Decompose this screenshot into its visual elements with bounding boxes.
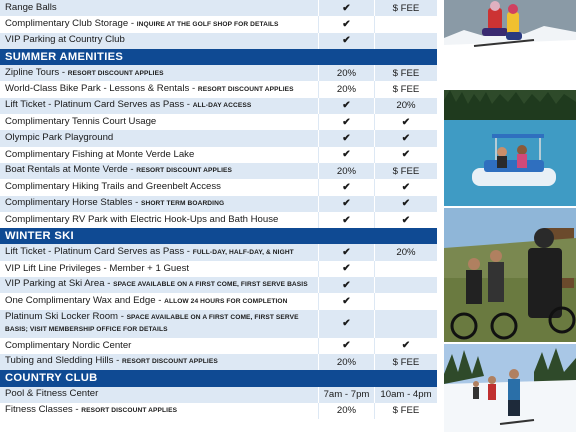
- amenity-label: VIP Parking at Ski Area -: [5, 279, 114, 290]
- platinum-value: [318, 0, 374, 16]
- platinum-value: [318, 244, 374, 260]
- amenity-name: [0, 279, 318, 291]
- amenity-name: [0, 296, 318, 308]
- table-row: [0, 147, 437, 163]
- check-icon: ✔: [342, 116, 351, 128]
- amenity-note: RESORT DISCOUNT APPLIES: [197, 85, 294, 93]
- table-row: [0, 0, 437, 16]
- amenity-note: INQUIRE AT THE GOLF SHOP FOR DETAILS: [136, 20, 279, 28]
- check-icon: ✔: [401, 198, 411, 210]
- amenity-name: [0, 215, 318, 226]
- gold-value: [374, 130, 437, 146]
- amenity-name: [0, 3, 318, 14]
- amenity-name: [0, 356, 318, 368]
- platinum-value: [318, 310, 374, 338]
- amenity-name: [0, 84, 318, 96]
- check-icon: ✔: [342, 181, 351, 193]
- amenity-label: Complimentary Fishing at Monte Verde Lake: [5, 149, 195, 160]
- amenity-name: [0, 264, 318, 275]
- photo-column: [444, 0, 576, 432]
- platinum-value: [318, 98, 374, 114]
- amenity-note: ALL-DAY ACCESS: [192, 102, 252, 110]
- fee-label: $ FEE: [392, 405, 420, 417]
- value-text: 20%: [336, 84, 357, 96]
- check-icon: ✔: [401, 133, 411, 145]
- platinum-value: [318, 163, 374, 179]
- table-row: [0, 261, 437, 277]
- gold-value: [374, 244, 437, 260]
- ski-kids-photo: [444, 0, 576, 88]
- ski-slope-photo: [444, 344, 576, 432]
- amenity-name: [0, 389, 318, 400]
- gold-value: [374, 212, 437, 228]
- gold-value: [374, 277, 437, 293]
- check-icon: ✔: [342, 263, 351, 275]
- amenity-note: SPACE AVAILABLE ON A FIRST COME, FIRST SERVE BASIS; VISIT MEMBERSHIP OFFICE FOR DETAILS: [5, 314, 299, 333]
- amenity-name: [0, 198, 318, 210]
- check-icon: ✔: [342, 35, 351, 47]
- gold-value: [374, 65, 437, 81]
- platinum-value: [318, 261, 374, 277]
- table-row: [0, 163, 437, 179]
- value-text: 20%: [396, 100, 416, 112]
- check-icon: ✔: [401, 116, 411, 128]
- platinum-value: [318, 212, 374, 228]
- amenity-name: [0, 341, 318, 352]
- gold-value: [374, 16, 437, 32]
- table-row: [0, 130, 437, 146]
- check-icon: ✔: [342, 133, 351, 145]
- check-icon: ✔: [342, 100, 351, 112]
- gold-value: [374, 114, 437, 130]
- check-icon: ✔: [342, 247, 351, 259]
- platinum-value: [318, 81, 374, 97]
- amenity-note: ALLOW 24 HOURS FOR COMPLETION: [164, 297, 288, 305]
- amenity-label: Complimentary Tennis Court Usage: [5, 116, 157, 127]
- platinum-value: [318, 16, 374, 32]
- amenity-note: RESORT DISCOUNT APPLIES: [81, 407, 178, 415]
- amenity-note: FULL-DAY, HALF-DAY, & NIGHT: [192, 248, 294, 256]
- platinum-value: [318, 65, 374, 81]
- value-text: 10am - 4pm: [380, 389, 432, 401]
- section-header-winter: WINTER SKI: [0, 228, 437, 244]
- check-icon: ✔: [342, 295, 351, 307]
- gold-value: [374, 0, 437, 16]
- gold-value: [374, 98, 437, 114]
- amenity-label: Platinum Ski Locker Room -: [5, 312, 127, 323]
- gold-value: [374, 261, 437, 277]
- table-row: [0, 65, 437, 81]
- check-icon: ✔: [342, 340, 351, 352]
- fee-label: $ FEE: [392, 2, 420, 14]
- value-text: 7am - 7pm: [323, 389, 370, 401]
- section-header-summer: SUMMER AMENITIES: [0, 49, 437, 65]
- table-row: [0, 196, 437, 212]
- gold-value: [374, 81, 437, 97]
- fee-label: $ FEE: [392, 356, 420, 368]
- platinum-value: [318, 277, 374, 293]
- amenity-label: Lift Ticket - Platinum Card Serves as Pass -: [5, 100, 193, 111]
- table-row: [0, 293, 437, 309]
- table-row: [0, 212, 437, 228]
- table-row: [0, 277, 437, 293]
- amenity-name: [0, 133, 318, 144]
- amenity-name: [0, 182, 318, 193]
- value-text: 20%: [336, 356, 357, 368]
- amenity-name: [0, 100, 318, 112]
- check-icon: ✔: [401, 149, 411, 161]
- table-row: [0, 338, 437, 354]
- check-icon: ✔: [342, 2, 351, 14]
- amenity-label: Complimentary Nordic Center: [5, 340, 132, 351]
- amenity-name: [0, 405, 318, 417]
- amenity-label: Complimentary Hiking Trails and Greenbelt Access: [5, 182, 221, 193]
- gold-value: [374, 179, 437, 195]
- table-row: [0, 179, 437, 195]
- check-icon: ✔: [401, 214, 411, 226]
- amenity-label: VIP Parking at Country Club: [5, 35, 125, 46]
- value-text: 20%: [396, 247, 416, 259]
- amenity-name: [0, 68, 318, 80]
- amenity-label: Tubing and Sledding Hills -: [5, 356, 122, 367]
- amenity-note: RESORT DISCOUNT APPLIES: [121, 358, 218, 366]
- gold-value: [374, 387, 437, 403]
- amenity-name: [0, 35, 318, 46]
- check-icon: ✔: [342, 318, 351, 330]
- amenity-label: Range Balls: [5, 2, 57, 13]
- amenity-label: Olympic Park Playground: [5, 133, 114, 144]
- gold-value: [374, 163, 437, 179]
- amenity-label: Zipline Tours -: [5, 67, 68, 78]
- table-row: [0, 114, 437, 130]
- check-icon: ✔: [342, 198, 351, 210]
- table-row: [0, 33, 437, 49]
- boat-lake-photo: [444, 90, 576, 206]
- platinum-value: [318, 33, 374, 49]
- gold-value: [374, 33, 437, 49]
- amenity-label: One Complimentary Wax and Edge -: [5, 295, 165, 306]
- amenity-note: SPACE AVAILABLE ON A FIRST COME, FIRST SERVE BASIS: [113, 281, 308, 289]
- section-header-country: COUNTRY CLUB: [0, 370, 437, 386]
- check-icon: ✔: [401, 340, 411, 352]
- value-text: 20%: [336, 67, 357, 79]
- platinum-value: [318, 338, 374, 354]
- platinum-value: [318, 403, 374, 419]
- table-row: [0, 244, 437, 260]
- platinum-value: [318, 130, 374, 146]
- amenity-label: World-Class Bike Park - Lessons & Rentals -: [5, 83, 198, 94]
- gold-value: [374, 338, 437, 354]
- amenity-name: [0, 165, 318, 177]
- table-row: [0, 310, 437, 338]
- check-icon: ✔: [342, 214, 351, 226]
- amenity-label: Pool & Fitness Center: [5, 389, 99, 400]
- platinum-value: [318, 179, 374, 195]
- platinum-value: [318, 147, 374, 163]
- table-row: [0, 81, 437, 97]
- amenity-note: RESORT DISCOUNT APPLIES: [136, 167, 233, 175]
- fee-label: $ FEE: [392, 67, 420, 79]
- amenity-label: Complimentary Horse Stables -: [5, 197, 141, 208]
- table-row: [0, 354, 437, 370]
- amenity-label: Lift Ticket - Platinum Card Serves as Pass -: [5, 246, 193, 257]
- gold-value: [374, 293, 437, 309]
- amenity-note: SHORT TERM BOARDING: [140, 199, 225, 207]
- check-icon: ✔: [342, 18, 351, 30]
- bikers-photo: [444, 208, 576, 342]
- platinum-value: [318, 196, 374, 212]
- gold-value: [374, 147, 437, 163]
- check-icon: ✔: [342, 149, 351, 161]
- gold-value: [374, 310, 437, 338]
- platinum-value: [318, 387, 374, 403]
- platinum-value: [318, 354, 374, 370]
- fee-label: $ FEE: [392, 84, 420, 96]
- amenity-name: [0, 312, 318, 335]
- platinum-value: [318, 114, 374, 130]
- table-row: [0, 16, 437, 32]
- amenity-label: Fitness Classes -: [5, 405, 82, 416]
- platinum-value: [318, 293, 374, 309]
- gold-value: [374, 354, 437, 370]
- amenity-label: Complimentary RV Park with Electric Hook-Ups and Bath House: [5, 214, 279, 225]
- check-icon: ✔: [342, 279, 351, 291]
- amenity-label: Complimentary Club Storage -: [5, 18, 137, 29]
- table-row: [0, 98, 437, 114]
- value-text: 20%: [336, 165, 357, 177]
- table-row: [0, 387, 437, 403]
- check-icon: ✔: [401, 181, 411, 193]
- amenity-name: [0, 150, 318, 161]
- amenity-name: [0, 19, 318, 31]
- amenity-name: [0, 117, 318, 128]
- gold-value: [374, 196, 437, 212]
- fee-label: $ FEE: [392, 165, 420, 177]
- amenity-label: Boat Rentals at Monte Verde -: [5, 165, 137, 176]
- amenity-note: RESORT DISCOUNT APPLIES: [67, 69, 164, 77]
- value-text: 20%: [336, 405, 357, 417]
- amenity-name: [0, 247, 318, 259]
- gold-value: [374, 403, 437, 419]
- amenity-label: VIP Lift Line Privileges - Member + 1 Guest: [5, 263, 190, 274]
- table-row: [0, 403, 437, 419]
